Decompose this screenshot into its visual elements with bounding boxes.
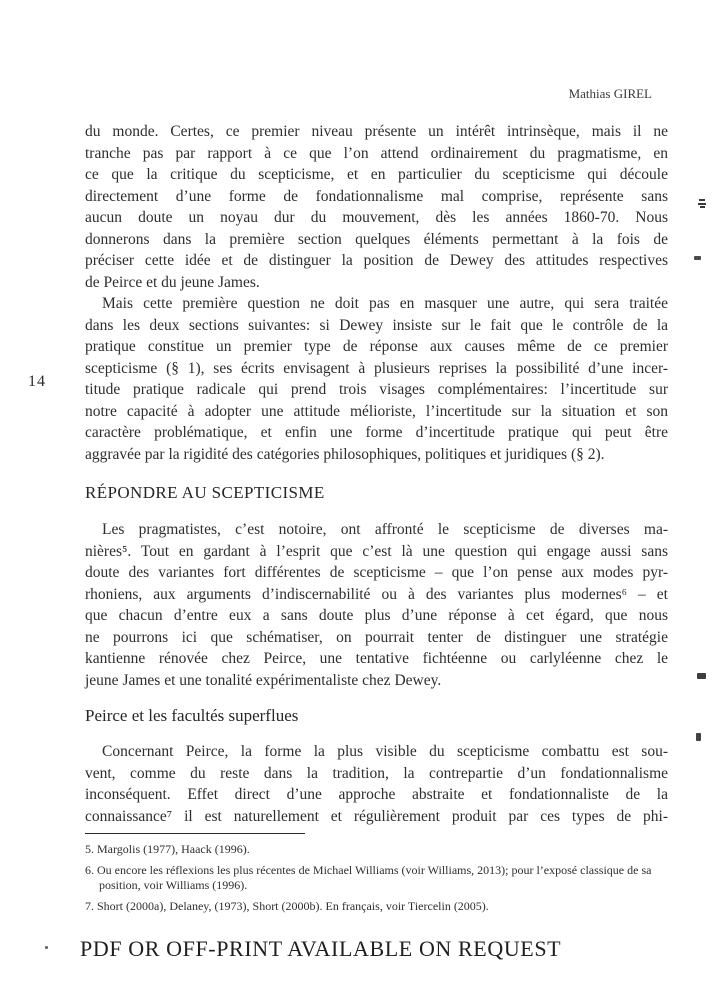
text-line: jeune James et une tonalité expérimentaliste chez Dewey. <box>85 671 442 689</box>
paragraph <box>85 293 668 465</box>
text-line: rhoniens, aux arguments d’indiscernabilité ou à des variantes plus modernes⁶ – et <box>85 585 668 603</box>
text-line: pratique constitue un premier type de réponse aux causes même de ce premier <box>85 338 668 355</box>
subsection-heading: Peirce et les facultés superflues <box>85 706 299 725</box>
scan-artifact <box>696 733 701 741</box>
text-line: tranche pas par rapport à ce que l’on attend ordinairement du pragmatisme, en <box>85 144 668 162</box>
text-line: vent, comme du reste dans la tradition, la contrepartie d’un fondationnalisme <box>85 764 668 782</box>
text-line: donnerons dans la première section quelques éléments permettant à la fois de <box>85 230 668 248</box>
section-heading: RÉPONDRE AU SCEPTICISME <box>85 483 325 502</box>
text-line: caractère problématique, et enfin une forme d’incertitude pratique qui peut être <box>85 424 668 441</box>
footnote-5: 5. Margolis (1977), Haack (1996). <box>85 842 250 856</box>
text-line: notre capacité à adopter une attitude mélioriste, l’incertitude sur la situation et son <box>85 402 668 420</box>
footnote-6: 6. Ou encore les réflexions les plus récentes de Michael Williams (voir Williams, 2013); pour l’exposé classique de sa position, voir Williams (1996). <box>85 862 652 892</box>
offprint-notice: PDF OR OFF-PRINT AVAILABLE ON REQUEST <box>80 936 562 961</box>
text-line: que chacun d’entre eux a sans doute plus d’une réponse à cet égard, que nous <box>85 607 668 624</box>
page-header <box>85 86 652 102</box>
running-header-author: Mathias GIREL <box>568 86 652 101</box>
scan-artifact <box>698 199 706 208</box>
text-line: aggravée par la rigidité des catégories philosophiques, politiques et juridiques (§ 2). <box>85 445 605 463</box>
text-line: de Peirce et du jeune James. <box>85 273 260 291</box>
text-line: connaissance⁷ il est naturellement et régulièrement produit par ces types de phi- <box>85 807 668 825</box>
footnote-7: 7. Short (2000a), Delaney, (1973), Short (2000b). En français, voir Tiercelin (2005). <box>85 898 489 913</box>
text-line: aucun doute un noyau dur du mouvement, dès les années 1860-70. Nous <box>85 209 668 226</box>
text-line: préciser cette idée et de distinguer la position de Dewey des attitudes respectives <box>85 252 668 269</box>
text-line: dans les deux sections suivantes: si Dewey insiste sur le fait que le contrôle de la <box>85 316 668 334</box>
text-line: ce que la critique du scepticisme, et en particulier du scepticisme qui découle <box>85 166 668 183</box>
text-line: Les pragmatistes, c’est notoire, ont affronté le scepticisme de diverses ma- <box>102 521 668 538</box>
scan-artifact <box>45 946 48 949</box>
text-line: inconséquent. Effet direct d’une approche abstraite et fondationnaliste de la <box>85 786 668 803</box>
text-line: nières⁵. Tout en gardant à l’esprit que c’est là une question qui engage aussi sans <box>85 542 668 560</box>
paragraph <box>85 741 668 827</box>
text-line: titude pratique radicale qui prend trois visages complémentaires: l’incertitude sur <box>85 381 668 398</box>
text-line: Concernant Peirce, la forme la plus visible du scepticisme combattu est sou- <box>102 743 668 760</box>
page-number: 14 <box>28 373 46 390</box>
text-line: ne pourrons ici que schématiser, on pourrait tenter de distinguer une stratégie <box>85 628 668 646</box>
text-line: doute des variantes fort différentes de scepticisme – que l’on pense aux modes pyr- <box>85 564 668 581</box>
text-line: kantienne rénovée chez Peirce, une tentative fichtéenne ou carlyléenne chez le <box>85 650 668 667</box>
text-line: du monde. Certes, ce premier niveau présente un intérêt intrinsèque, mais il ne <box>85 123 668 140</box>
text-line: directement d’une forme de fondationnalisme mal comprise, représente sans <box>85 187 668 205</box>
scan-artifact <box>697 673 706 679</box>
paragraph-continuation <box>85 121 668 293</box>
footnotes <box>85 842 668 919</box>
text-line: Mais cette première question ne doit pas en masquer une autre, qui sera traitée <box>102 295 668 312</box>
footnote-separator <box>85 833 305 834</box>
paragraph <box>85 519 668 691</box>
scan-artifact <box>694 256 701 260</box>
text-line: scepticisme (§ 1), ses écrits envisagent à plusieurs reprises la possibilité d’une incer- <box>85 359 668 377</box>
